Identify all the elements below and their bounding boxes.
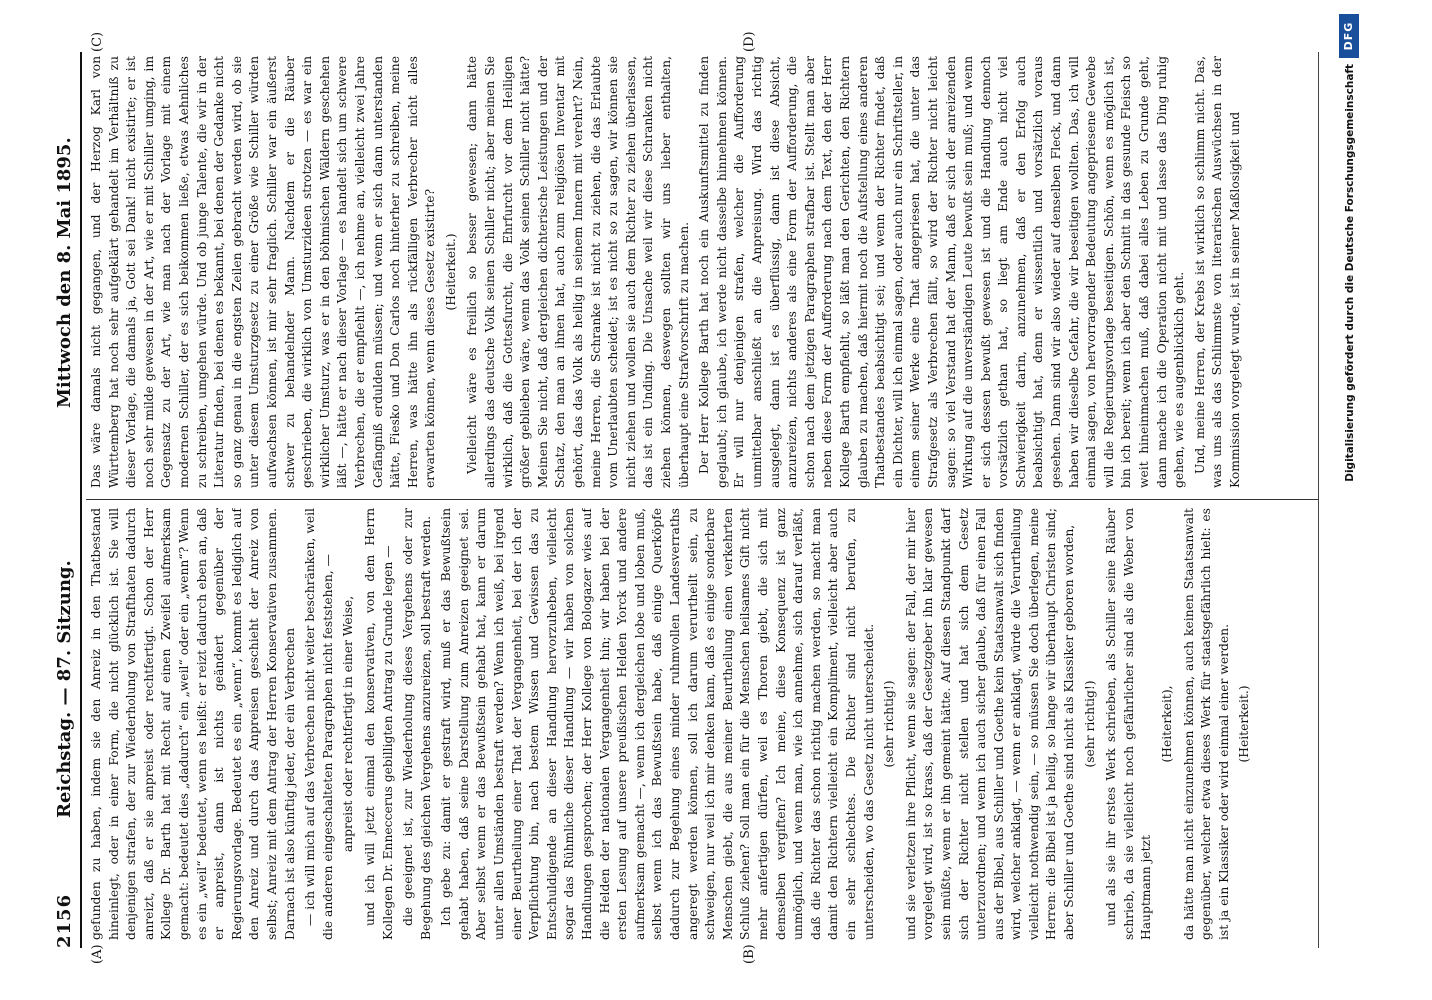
interjection: (Heiterkeit), xyxy=(1160,685,1175,763)
paragraph: da hätte man nicht einzunehmen können, auch keinen Staatsanwalt gegenüber, welcher etwa dieses Werk für staatsgefährlich hielt: es ist ja ein Klassiker oder wird einmal einer werden. xyxy=(1181,508,1231,940)
paragraph: die geeignet ist, zur Wiederholung dieses Vergehens oder zur Begehung des gleichen Vergehens anzureizen, soll bestraft werden. xyxy=(401,508,433,940)
header-rule xyxy=(80,52,82,948)
dfg-credit-text: Digitalisierung gefördert durch die Deutsche Forschungsgemeinschaft xyxy=(1344,64,1356,482)
margin-marker-c: (C) xyxy=(90,31,105,52)
session-date: Mittwoch den 8. Mai 1895. xyxy=(54,137,75,408)
right-column xyxy=(88,56,1313,488)
paragraph: anpreist oder rechtfertigt in einer Weise, xyxy=(341,595,356,853)
interjection: (Heiterkeit.) xyxy=(443,233,458,311)
paragraph: Vielleicht wäre es freilich so besser gewesen; dann hätte allerdings das deutsche Volk seinen Schiller nicht; aber meinen Sie wirklich, daß die Gottesfurcht, die Ehrfurcht vor dem Heiligen größer geblieben wäre, wenn das Volk seinen Schiller nicht hätte? Meinen Sie nicht, daß dergleichen dichterische Leistungen und der Schatz, den man an ihnen hat, auch zum religiösen Inventar mit gehört, das das Volk als heilig in seinem Innern mit verehrt? Nein, meine Herren, die Schranke ist nicht zu ziehen, die das Erlaubte vom Unerlaubten scheidet; ist es nicht so zu sagen, wir können sie nicht ziehen und wollen sie auch dem Richter zu ziehen überlassen, das ist ein Unding. Die Unsache weil wir diese Schranken nicht ziehen können, deswegen sollten wir uns lieber enthalten, überhaupt eine Strafvorschrift zu machen. xyxy=(465,56,691,488)
digitization-credit xyxy=(1337,0,1363,1000)
paragraph: Ich gebe zu: damit er gestraft wird, muß er das Bewußtsein gehabt haben, daß seine Darstellung zum Anreizen geeignet sei. Aber selbst wenn er das Bewußtsein gehabt hat, kann er darum unter allen Umständen bestraft werden? Wenn ich weiß, bei irgend einer Beurtheilung einer That der Vergangenheit, bei der ich der Verpflichtung bin, nach bestem Wissen und Gewissen das zu Entschuldigende an dieser Handlung hervorzuheben, vielleicht sogar das Rühmliche dieser Handlung — wir haben von solchen Handlungen gesprochen; der Herr Kollege von Bologazer wies auf die Helden der nationalen Vergangenheit hin; wir haben bei der ersten Lesung auf unsere preußischen Helden Yorck und andere aufmerksam gemacht —, wenn ich dergleichen lobe und loben muß, selbst wenn ich das Bewußtsein habe, daß einige Querköpfe dadurch zur Begehung eines minder ruhmvollen Landesverraths angeregt werden können, soll ich darum verurtheilt sein, zu schweigen, nur weil ich mir denken kann, daß es einige sonderbare Menschen giebt, die aus meiner Beurtheilung einen verkehrten Schluß ziehen? Soll man ein für die Menschen heilsames Gift nicht mehr anfertigen dürfen, weil es Thoren giebt, die sich mit demselben vergiften? Ich meine, diese Konsequenz ist ganz unmöglich, und wenn man, wie ich annehme, sich darauf verläßt, daß die Richter das schon richtig machen werden, so macht man damit den Richtern vielleicht ein Kompliment, vielleicht aber auch ein sehr schlechtes. Die Richter sind nicht berufen, zu unterscheiden, wo das Gesetz nicht unterscheidet. xyxy=(439,508,876,940)
paragraph: Der Herr Kollege Barth hat noch ein Auskunftsmittel zu finden geglaubt; ich glaube, ich werde nicht dasselbe hinnehmen können. Er will nur denjenigen strafen, welcher die Aufforderung unmittelbar anschließt an die Anpreisung. Wird das richtig ausgelegt, dann ist es überflüssig, dann ist diese Absicht, anzureizen, nichts anderes als eine Form der Aufforderung, die schon nach dem jetzigen Paragraphen strafbar ist. Stellt man aber neben diese Form der Aufforderung nach dem Text, den der Herr Kollege Barth empfiehlt, so läßt man den Gerichten, den Richtern glauben zu machen, daß hiermit noch die Aufstellung eines anderen Thatbestandes beabsichtigt sei; und wenn der Richter findet, daß ein Dichter, will ich einmal sagen, oder auch nur ein Schriftsteller, in einem seiner Werke eine That angepriesen hat, die unter das Strafgesetz als Verbrechen fällt, so wird der Richter nicht leicht sagen: so viel Verstand hat der Mann, daß er sich der anreizenden Wirkung auf die unverständigen Leute bewußt sein muß; und wenn er sich dessen bewußt gewesen ist und die Handlung dennoch vorsätzlich gethan hat, so liegt am Ende auch nicht viel Schwierigkeit darin, anzunehmen, daß er den Erfolg auch beabsichtigt hat, denn er wissentlich und vorsätzlich voraus gesehen. Dann sind wir also wieder auf denselben Fleck, und dann haben wir dieselbe Gefahr, die wir beseitigen wollten. Das, ich will einmal sagen, von hervorragender Bedeutung angepriesene Gewebe will die Regierungsvorlage beseitigen. Schön, wenn es möglich ist, bin ich bereit; wenn ich aber den Schnitt in das gesunde Fleisch so weit hineinmachen muß, daß dabei alles Leben zu Grunde geht, dann mache ich die Operation nicht mit und lasse das Ding ruhig gehen, wie es augenblicklich geht. xyxy=(697,56,1187,488)
left-column xyxy=(88,508,1313,940)
paragraph: und sie verletzen ihre Pflicht, wenn sie sagen: der Fall, der mir hier vorgelegt wird, ist so krass, daß der Gesetzgeber ihn klar gewesen sein müßte, wenn er ihn gemeint hätte. Auf diesen Standpunkt darf sich der Richter nicht stellen und hat sich dem Gesetz unterzuordnen; und wenn ich auch sicher glaube, daß für einen Fall aus der Bibel, aus Schiller und Goethe kein Staatsanwalt sich finden wird, welcher anklagt, — wenn er anklagt, würde die Verurtheilung vielleicht nothwendig sein, — so müssen Sie doch überlegen, meine Herren: die Bibel ist ja heilig, so lange wir überhaupt Christen sind; aber Schiller und Goethe sind nicht als Klassiker geboren worden, xyxy=(903,508,1077,940)
margin-marker-a: (A) xyxy=(90,944,105,964)
dfg-logo: DFG xyxy=(1339,14,1359,58)
interjection: (sehr richtig!) xyxy=(882,680,897,768)
paragraph: und ich will jetzt einmal den konservativen, von dem Herrn Kollegen Dr. Enneccerus gebilligten Antrag zu Grunde legen — xyxy=(362,508,395,940)
session-title: Reichstag. — 87. Sitzung. xyxy=(54,560,75,818)
paragraph: gefunden zu haben, indem sie den Anreiz in den Thatbestand hineinlegt, oder in einer Form, die nicht glücklich ist. Sie will denjenigen strafen, der zur Wiederholung von Strafthaten dadurch anreizt, daß er sie anpreist oder rechtfertigt. Schon der Herr Kollege Dr. Barth hat mit Recht auf einen Zweifel aufmerksam gemacht: bedeutet dies „dadurch“ ein „weil“ oder ein „wenn“? Wenn es ein „weil“ bedeutet, wenn es heißt: er reizt dadurch eben an, daß er anpreist, dann ist nichts geändert gegenüber der Regierungsvorlage. Bedeutet es ein „wenn“, kommt es lediglich auf den Anreiz und durch das Anpreisen geschieht der Anreiz von selbst; Anreiz mit dem Antrag der Herren Konservativen zusammen. Darnach ist also künftig jeder, der ein Verbrechen xyxy=(89,508,297,940)
page-header xyxy=(50,52,80,948)
interjection: (Heiterkeit.) xyxy=(1237,685,1252,763)
footer-rule xyxy=(1318,52,1319,948)
paragraph: Und, meine Herren, der Krebs ist wirklich so schlimm nicht. Das, was uns als das Schlimmste von literarischen Auswüchsen in der Kommission vorgelegt wurde, ist in seiner Maßlosigkeit und xyxy=(1192,56,1242,488)
page-number: 2156 xyxy=(54,893,75,948)
paragraph: — ich will mich auf das Verbrechen nicht weiter beschränken, weil die anderen eingeschalteten Paragraphen nicht feststehen, — xyxy=(303,508,335,940)
margin-marker-d: (D) xyxy=(742,31,757,52)
column-divider xyxy=(86,499,1318,500)
margin-marker-b: (B) xyxy=(742,944,757,964)
paragraph: und als sie ihr erstes Werk schrieben, als Schiller seine Räuber schrieb, da sie vielleicht noch gefährlicher sind als die Weber von Hauptmann jetzt xyxy=(1104,508,1154,940)
interjection: (sehr richtig!) xyxy=(1082,680,1097,768)
paragraph: Das wäre damals nicht gegangen, und der Herzog Karl von Württemberg hat noch sehr aufgeklärt gehandelt im Verhältniß zu dieser Vorlage, die damals ja, Gott sei Dank! nicht existirte; er ist noch sehr milde gewesen in der Art, wie er mit Schiller umging, im Gegensatz zu der Art, wie man nach der Vorlage mit einem modernen Schiller, der es sich beikommen ließe, etwas Aehnliches zu schreiben, umgehen würde. Und ob junge Talente, die wir in der Literatur finden, bei denen es bekannt, bei denen der Gedanke nicht so ganz genau in die engsten Zeilen gebracht werden wird, ob sie unter diesem Umsturzgesetz zu einer Größe wie Schiller würden aufwachsen können, ist mir sehr fraglich. Schiller war ein äußerst schwer zu behandelnder Mann. Nachdem er die Räuber geschrieben, die wirklich von Umsturzideen strotzen — es war ein wirklicher Umsturz, was er in den böhmischen Wäldern geschehen läßt —, hätte er nach dieser Vorlage — es handelt sich um schwere Verbrechen, die er empfiehlt —, ich nehme an, vielleicht zwei Jahre Gefängniß erdulden müssen; und wenn er sich dann unterstanden hätte, Fiesko und Don Carlos noch hinterher zu schreiben, meine Herren, was hätte ihn als rückfälligen Verbrecher nicht alles erwarten können, wenn dieses Gesetz existirte? xyxy=(89,56,438,488)
